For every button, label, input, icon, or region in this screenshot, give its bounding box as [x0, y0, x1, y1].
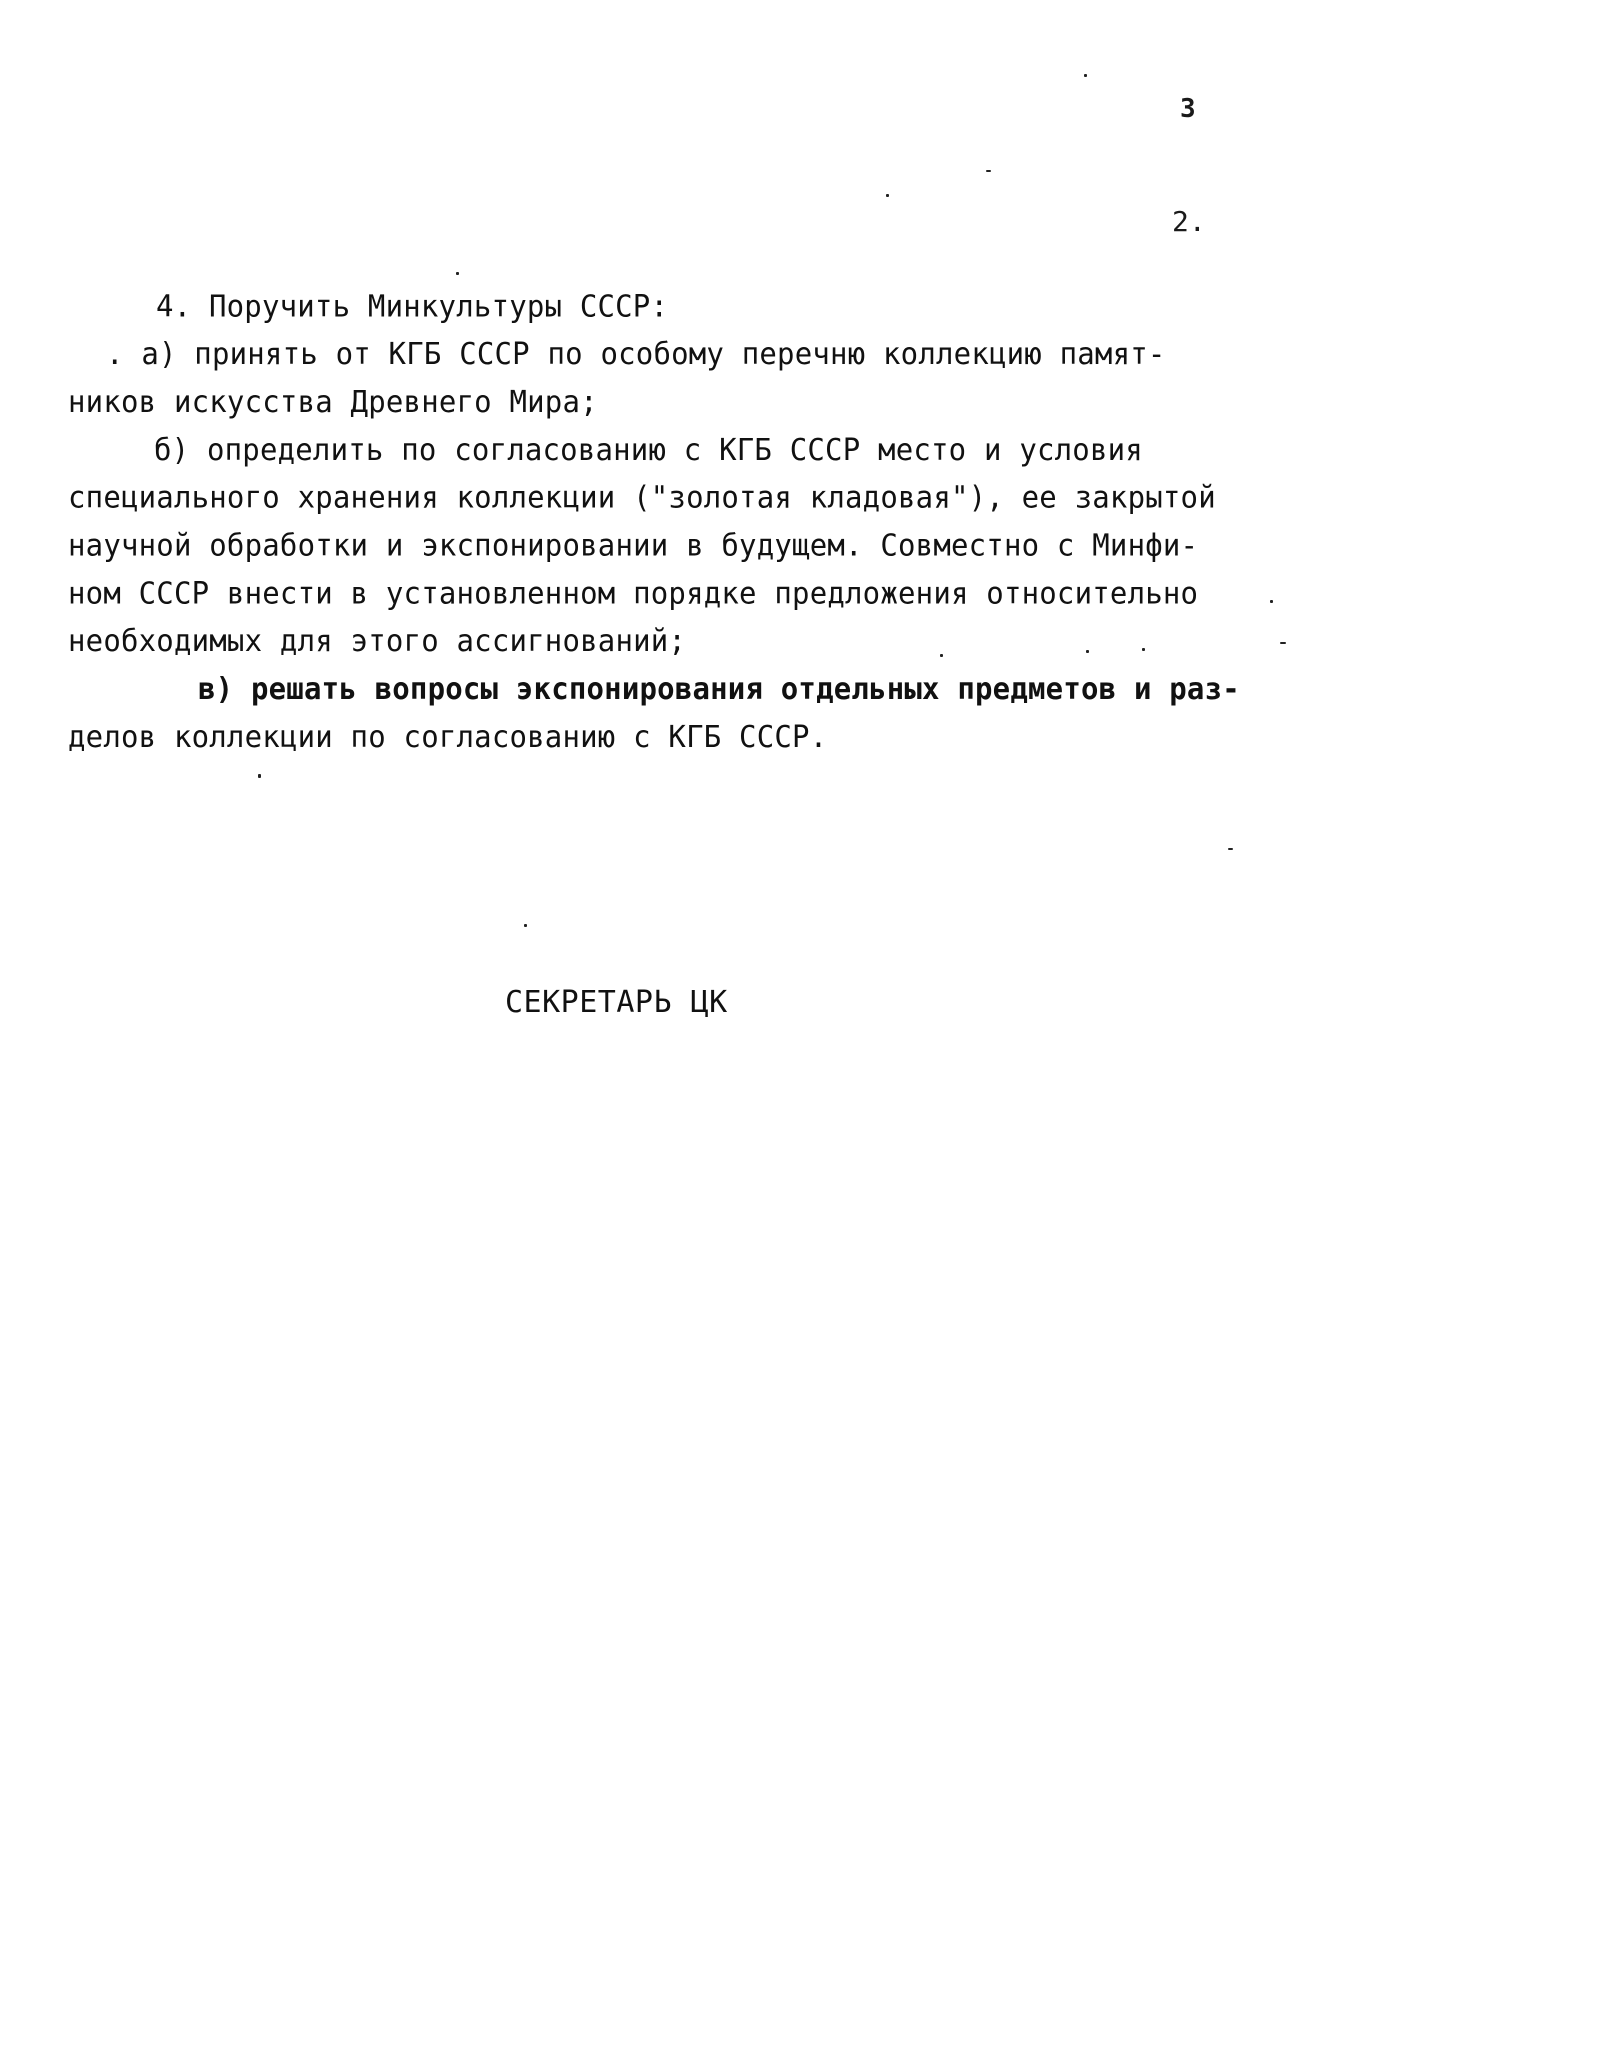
paragraph-line: необходимых для этого ассигнований;: [68, 623, 687, 659]
paragraph-line: б) определить по согласованию с КГБ СССР место и условия: [154, 431, 1143, 468]
paragraph-line: 4. Поручить Минкультуры СССР:: [156, 288, 669, 324]
signature-block: СЕКРЕТАРЬ ЦК: [505, 985, 728, 1020]
paragraph-line: научной обработки и экспонировании в будущем. Совместно с Минфи-: [68, 527, 1199, 563]
page-number: 2.: [1172, 205, 1206, 238]
scan-speck: [524, 924, 527, 927]
scan-speck: [258, 774, 261, 778]
scan-speck: [456, 272, 459, 275]
paragraph-line: специального хранения коллекции ("золотая кладовая"), ее закрытой: [68, 479, 1216, 515]
scan-speck: [986, 170, 991, 172]
scan-speck: [886, 194, 889, 197]
scan-speck: [1228, 848, 1233, 850]
paragraph-line: в) решать вопросы экспонирования отдельных предметов и раз-: [198, 670, 1240, 707]
paragraph-line: делов коллекции по согласованию с КГБ СССР.: [68, 718, 828, 755]
paragraph-line: ном СССР внести в установленном порядке предложения относительно: [68, 575, 1199, 611]
scan-speck: [1084, 74, 1087, 77]
order-text: [68, 282, 1278, 760]
scan-speck: [1280, 642, 1286, 644]
top-page-mark: 3: [1180, 94, 1196, 124]
paragraph-line: . а) принять от КГБ СССР по особому перечню коллекцию памят-: [106, 336, 1166, 372]
paragraph-line: ников искусства Древнего Мира;: [68, 383, 598, 420]
